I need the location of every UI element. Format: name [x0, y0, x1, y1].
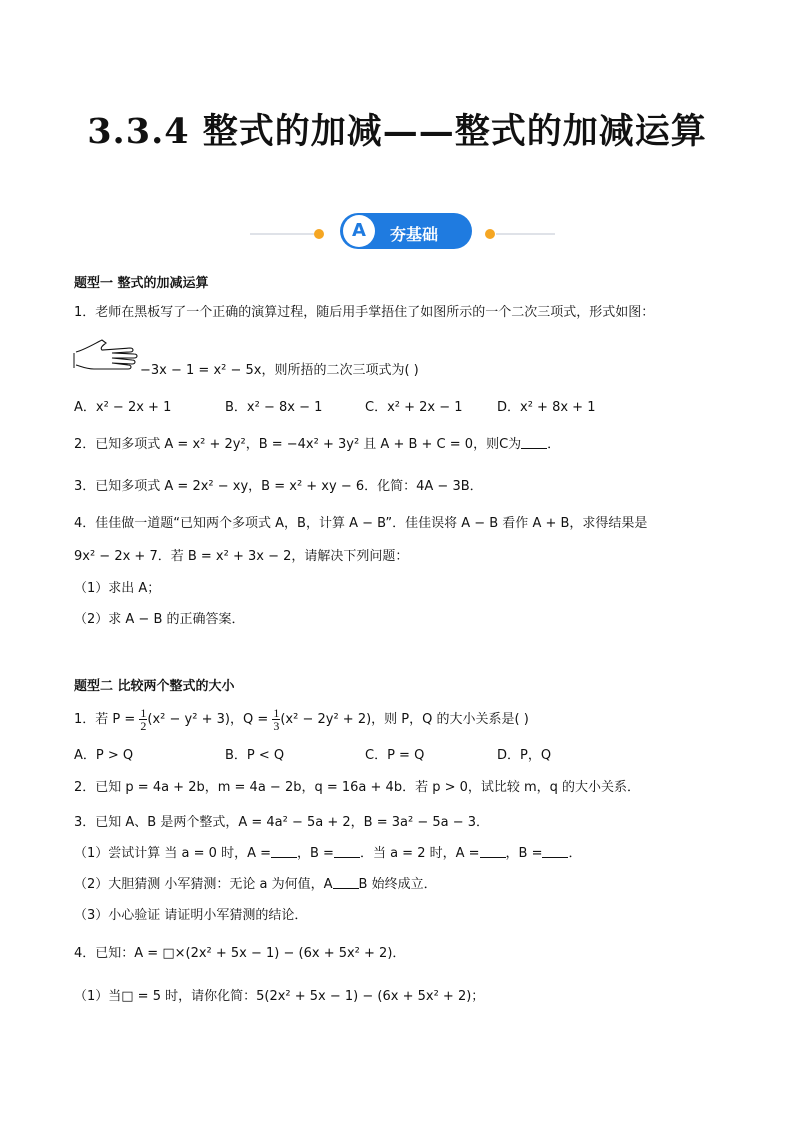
answer-blank	[480, 845, 506, 858]
type2-q4: 4．已知：A = □×(2x² + 5x − 1) − (6x + 5x² + 2)．	[74, 946, 406, 961]
answer-blank	[334, 845, 360, 858]
type1-q3: 3．已知多项式 A = 2x² − xy，B = x² + xy − 6．化简：4A − 3B．	[74, 479, 483, 494]
type1-q1-option-a: A．x² − 2x + 1	[74, 400, 172, 415]
type2-q1-text-b: (x² − y² + 3)，Q =	[147, 712, 269, 727]
badge-letter: A	[352, 220, 366, 241]
type2-q4-sub1: （1）当□ = 5 时，请你化简：5(2x² + 5x − 1) − (6x + 5x² + 2)；	[74, 989, 485, 1004]
type2-heading: 题型二 比较两个整式的大小	[74, 679, 235, 694]
type2-q1-text-c: (x² − 2y² + 2)，则 P，Q 的大小关系是( )	[280, 712, 529, 727]
type2-q3-sub1: （1）尝试计算 当 a = 0 时，A = ，B = ．当 a = 2 时，A = ，B = ．	[74, 846, 582, 861]
type2-q1-option-d: D．P，Q	[497, 748, 552, 763]
type1-q1-option-c: C．x² + 2x − 1	[365, 400, 463, 415]
type1-q4-sub1: （1）求出 A；	[74, 581, 161, 596]
type2-q3-sub3: （3）小心验证 请证明小军猜测的结论．	[74, 908, 308, 923]
type2-q1-option-b: B．P < Q	[225, 748, 285, 763]
type2-q3: 3．已知 A、B 是两个整式，A = 4a² − 5a + 2，B = 3a² − 5a − 3．	[74, 815, 490, 830]
type1-q4-sub2: （2）求 A − B 的正确答案．	[74, 612, 245, 627]
fraction-one-half: $\frac{1}{2}$	[140, 706, 147, 733]
answer-blank	[542, 845, 568, 858]
type1-q2-text: 2．已知多项式 A = x² + 2y²，B = −4x² + 3y² 且 A + B + C = 0，则C为	[74, 437, 522, 452]
fraction-one-third: $\frac{1}{3}$	[273, 706, 280, 733]
type2-q1	[74, 706, 529, 734]
type1-q1-line2: −3x − 1 = x² − 5x，则所捂的二次三项式为( )	[140, 363, 419, 378]
section-badge	[340, 213, 472, 249]
type1-q2: 2．已知多项式 A = x² + 2y²，B = −4x² + 3y² 且 A + B + C = 0，则C为 ．	[74, 437, 561, 452]
type1-q1-option-b: B．x² − 8x − 1	[225, 400, 323, 415]
answer-blank	[521, 436, 547, 449]
type1-q1-option-d: D．x² + 8x + 1	[497, 400, 596, 415]
answer-blank	[333, 876, 359, 889]
answer-blank	[271, 845, 297, 858]
type2-q1-option-c: C．P = Q	[365, 748, 425, 763]
badge-label: 夯基础	[390, 225, 439, 244]
type1-heading: 题型一 整式的加减运算	[74, 276, 209, 291]
hand-icon	[72, 334, 138, 374]
type2-q2: 2．已知 p = 4a + 2b，m = 4a − 2b，q = 16a + 4b．若 p > 0，试比较 m，q 的大小关系．	[74, 780, 641, 795]
page-title: 3.3.4 整式的加减——整式的加减运算	[87, 111, 707, 152]
type2-q1-option-a: A．P > Q	[74, 748, 134, 763]
type1-q4-line2: 9x² − 2x + 7．若 B = x² + 3x − 2，请解决下列问题：	[74, 549, 409, 564]
type1-q4-line1: 4．佳佳做一道题“已知两个多项式 A，B，计算 A − B”．佳佳误将 A − B 看作 A + B，求得结果是	[74, 516, 648, 531]
type2-q3-sub2: （2）大胆猜测 小军猜测：无论 a 为何值，A B 始终成立．	[74, 877, 437, 892]
type1-q1-line1: 1．老师在黑板写了一个正确的演算过程，随后用手掌捂住了如图所示的一个二次三项式，形式如图：	[74, 305, 655, 320]
type2-q1-text-a: 1．若 P =	[74, 712, 136, 727]
